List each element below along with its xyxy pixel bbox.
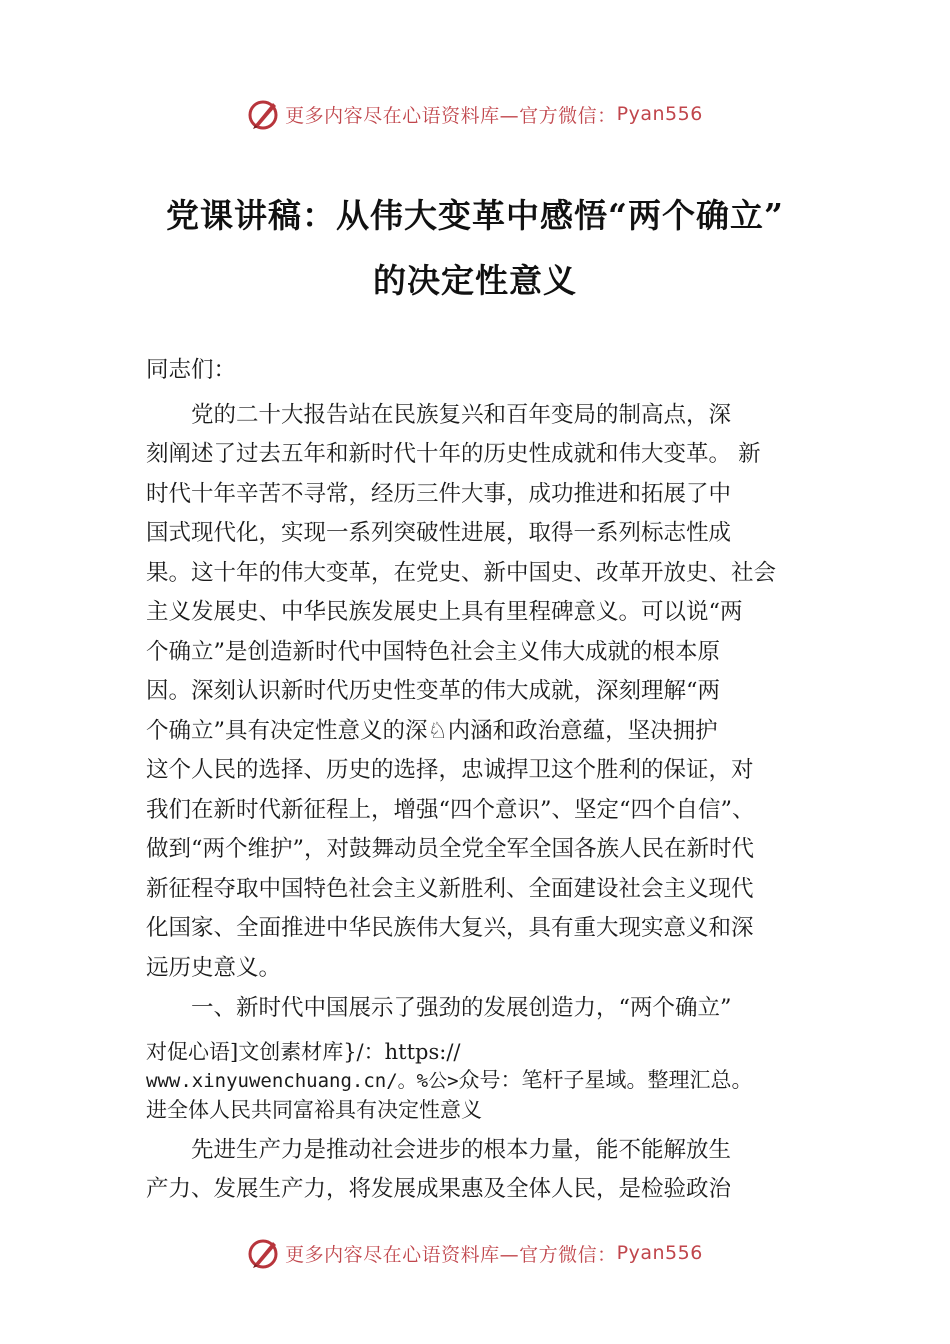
footer-banner-code: Pyan556: [616, 1242, 703, 1264]
body-line: 个确立”是创造新时代中国特色社会主义伟大成就的根本原: [146, 639, 721, 665]
brush-logo-icon: [247, 1236, 281, 1270]
inserted-ad-rest: 众号：笔杆子星域。整理汇总。: [458, 1068, 753, 1092]
body-line: 国式现代化，实现一系列突破性进展，取得一系列标志性成: [146, 520, 732, 546]
body-line: 果。这十年的伟大变革，在党史、新中国史、改革开放史、社会: [146, 560, 777, 586]
brush-logo-icon: [247, 97, 281, 131]
inserted-ad-url: www.xinyuwenchuang.cn/。%公>: [146, 1070, 459, 1092]
body-line: 个确立”具有决定性意义的深♘内涵和政治意蕴，坚决拥护: [146, 718, 718, 744]
body-line: 远历史意义。: [146, 955, 282, 981]
body-line: 因。深刻认识新时代历史性变革的伟大成就，深刻理解“两: [146, 678, 721, 704]
footer-banner-text: 更多内容尽在心语资料库—官方微信：: [285, 1243, 617, 1266]
section-heading-continuation: 进全体人民共同富裕具有决定性意义: [146, 1098, 482, 1122]
body-line: 时代十年辛苦不寻常，经历三件大事，成功推进和拓展了中: [146, 481, 732, 507]
inserted-ad-line1: [146, 1037, 460, 1067]
body-line: 先进生产力是推动社会进步的根本力量，能不能解放生: [146, 1137, 732, 1163]
body-line: 做到“两个维护”，对鼓舞动员全党全军全国各族人民在新时代: [146, 836, 755, 862]
body-line: 化国家、全面推进中华民族伟大复兴，具有重大现实意义和深: [146, 915, 754, 941]
body-line: 产力、发展生产力，将发展成果惠及全体人民，是检验政治: [146, 1176, 732, 1202]
document-title-line1: 党课讲稿：从伟大变革中感悟“两个确立”: [166, 196, 784, 235]
body-line: 主义发展史、中华民族发展史上具有里程碑意义。可以说“两: [146, 599, 743, 625]
body-line: 我们在新时代新征程上，增强“四个意识”、坚定“四个自信”、: [146, 797, 755, 823]
body-line: 这个人民的选择、历史的选择，忠诚捍卫这个胜利的保证，对: [146, 757, 754, 783]
document-title-line2: 的决定性意义: [373, 261, 577, 300]
footer-watermark-banner: [0, 1233, 950, 1273]
body-line: 党的二十大报告站在民族复兴和百年变局的制高点，深: [146, 402, 732, 428]
inserted-ad-text: 对促心语]文创素材库}/：https://: [146, 1040, 461, 1064]
body-line: 刻阐述了过去五年和新时代十年的历史性成就和伟大变革。 新: [146, 441, 761, 467]
body-line: 一、新时代中国展示了强劲的发展创造力，“两个确立”: [146, 995, 732, 1021]
body-line: 同志们：: [146, 357, 237, 383]
header-banner-text: 更多内容尽在心语资料库—官方微信：: [285, 104, 617, 127]
body-line: 新征程夺取中国特色社会主义新胜利、全面建设社会主义现代: [146, 876, 754, 902]
header-watermark-banner: [0, 94, 950, 134]
header-banner-code: Pyan556: [616, 103, 703, 125]
inserted-ad-line2: [146, 1065, 753, 1096]
